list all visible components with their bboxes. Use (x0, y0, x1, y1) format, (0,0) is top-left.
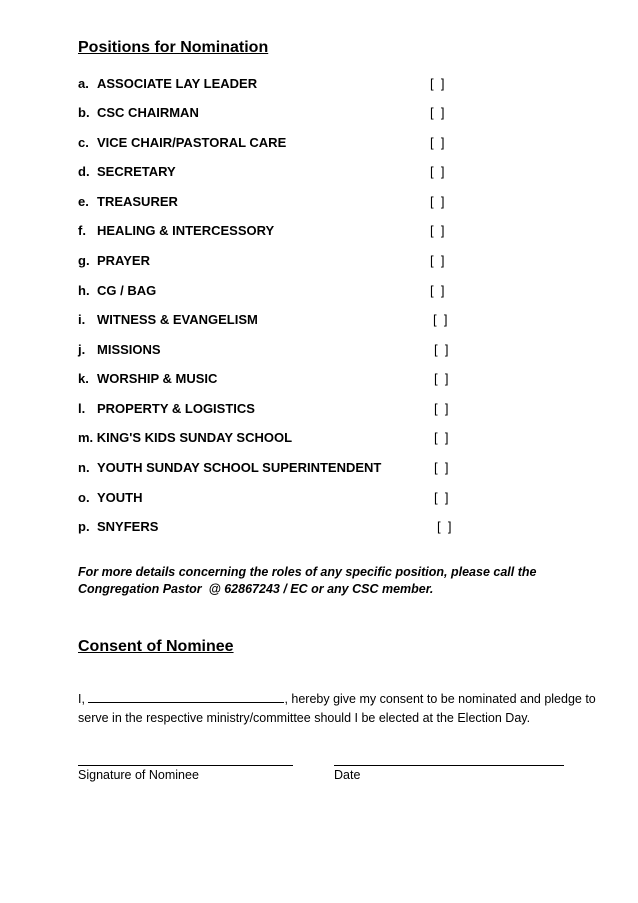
position-item (78, 253, 445, 269)
position-item (78, 342, 449, 358)
signature-line[interactable] (78, 765, 293, 766)
position-item (78, 371, 449, 387)
position-checkbox[interactable]: [ ] (430, 135, 445, 150)
position-label: PROPERTY & LOGISTICS (97, 401, 255, 416)
position-item (78, 76, 445, 92)
position-checkbox[interactable]: [ ] (434, 490, 449, 505)
position-label: CSC CHAIRMAN (97, 105, 199, 120)
position-item (78, 223, 445, 239)
position-label: HEALING & INTERCESSORY (97, 223, 275, 238)
position-label: PRAYER (97, 253, 150, 268)
position-checkbox[interactable]: [ ] (437, 519, 452, 534)
contact-note (78, 564, 598, 598)
position-item (78, 490, 449, 506)
position-label: SECRETARY (97, 164, 176, 179)
position-letter: m. (78, 430, 94, 445)
position-label: YOUTH SUNDAY SCHOOL SUPERINTENDENT (97, 460, 382, 475)
position-item (78, 194, 445, 210)
position-label: TREASURER (97, 194, 178, 209)
position-checkbox[interactable]: [ ] (430, 164, 445, 179)
position-checkbox[interactable]: [ ] (430, 223, 445, 238)
position-checkbox[interactable]: [ ] (434, 371, 449, 386)
position-checkbox[interactable]: [ ] (430, 105, 445, 120)
position-label: KING'S KIDS SUNDAY SCHOOL (96, 430, 293, 445)
position-letter: g. (78, 253, 90, 268)
position-item (78, 312, 448, 328)
position-item (78, 460, 449, 476)
position-checkbox[interactable]: [ ] (430, 253, 445, 268)
position-item (78, 401, 449, 417)
position-item (78, 283, 445, 299)
consent-prefix: I, (78, 692, 85, 706)
position-checkbox[interactable]: [ ] (430, 283, 445, 298)
position-checkbox[interactable]: [ ] (434, 460, 449, 475)
positions-heading: Positions for Nomination (78, 39, 269, 56)
position-label: MISSIONS (97, 342, 161, 357)
position-letter: c. (78, 135, 89, 150)
nominee-name-field[interactable] (88, 690, 284, 703)
position-label: WORSHIP & MUSIC (97, 371, 218, 386)
position-label: VICE CHAIR/PASTORAL CARE (97, 135, 287, 150)
position-letter: p. (78, 519, 90, 534)
position-item (78, 430, 449, 446)
position-letter: o. (78, 490, 90, 505)
date-label: Date (334, 768, 361, 782)
position-item (78, 135, 445, 151)
position-label: CG / BAG (97, 283, 157, 298)
position-item (78, 164, 445, 180)
position-label: SNYFERS (97, 519, 159, 534)
position-checkbox[interactable]: [ ] (430, 194, 445, 209)
position-label: ASSOCIATE LAY LEADER (97, 76, 258, 91)
contact-note-line1: For more details concerning the roles of any specific position, please call the (78, 565, 537, 579)
position-letter: d. (78, 164, 90, 179)
consent-body: , hereby give my consent to be nominated and pledge to serve in the respective ministry/committee should I be elected at the Election Day. (78, 692, 596, 725)
consent-heading: Consent of Nominee (78, 638, 234, 655)
position-label: WITNESS & EVANGELISM (97, 312, 258, 327)
date-line[interactable] (334, 765, 564, 766)
position-item (78, 105, 445, 121)
position-label: YOUTH (97, 490, 143, 505)
position-checkbox[interactable]: [ ] (430, 76, 445, 91)
contact-note-line2: Congregation Pastor @ 62867243 / EC or any CSC member. (78, 582, 434, 596)
position-letter: a. (78, 76, 89, 91)
position-letter: l. (78, 401, 86, 416)
position-checkbox[interactable]: [ ] (434, 430, 449, 445)
signature-label: Signature of Nominee (78, 768, 199, 782)
position-checkbox[interactable]: [ ] (434, 401, 449, 416)
position-checkbox[interactable]: [ ] (433, 312, 448, 327)
position-letter: f. (78, 223, 86, 238)
position-letter: i. (78, 312, 86, 327)
position-checkbox[interactable]: [ ] (434, 342, 449, 357)
consent-statement (78, 690, 618, 728)
position-letter: n. (78, 460, 90, 475)
position-letter: k. (78, 371, 89, 386)
position-letter: j. (78, 342, 86, 357)
position-letter: e. (78, 194, 89, 209)
position-item (78, 519, 452, 535)
position-letter: b. (78, 105, 90, 120)
position-letter: h. (78, 283, 90, 298)
